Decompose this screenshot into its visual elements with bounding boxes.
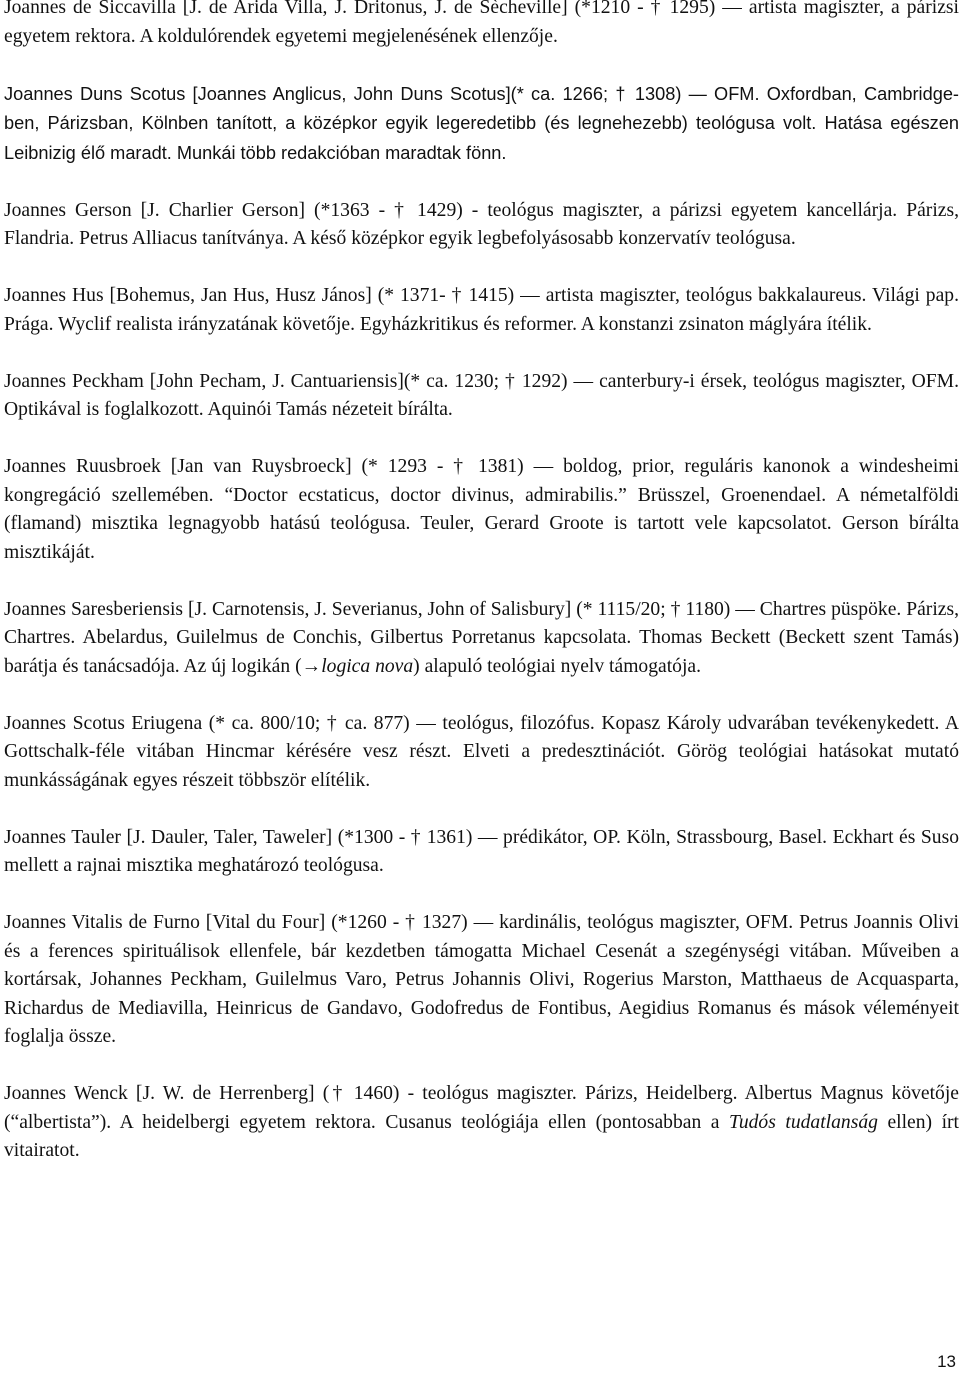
- entry-text: ellen) írt vitairatot.: [4, 1111, 960, 1161]
- entry-text: Joannes Gerson [J. Charlier Gerson] (*1363 - † 1429) - teológus magiszter, a párizsi egyetem kancellárja. Párizs, Flandria. Petrus Alliacus tanítványa. A késő középkor egyik legbefolyásosabb konzervatív teológusa.: [4, 199, 959, 249]
- glossary-entry: [4, 282, 959, 339]
- entry-text: Joannes Saresberiensis [J. Carnotensis, J. Severianus, John of Salisbury] (* 1115/20; † 1180) — Chartres püspöke. Párizs, Chartres. Abelardus, Guilelmus de Conchis, Gilbertus Porretanus kapcsolata. Thomas Beckett (Beckett szent Tamás) barátja és tanácsadója. Az új logikán (→: [4, 598, 959, 677]
- glossary-entry: [4, 197, 959, 254]
- page-number: 13: [937, 1352, 956, 1371]
- entry-text: Joannes Wenck [J. W. de Herrenberg] († 1460) - teológus magiszter. Párizs, Heidelberg. Albertus Magnus követője (“albertista”). A heidelbergi egyetem rektora. Cusanus teológiája ellen (pontosabban a: [4, 1083, 959, 1133]
- entry-text: Joannes de Siccavilla [J. de Arida Villa, J. Dritonus, J. de Sècheville] (*1210 - † 1295) — artista magiszter, a párizsi egyetem rektora. A koldulórendek egyetemi megjelenésének ellenzője.: [4, 0, 959, 47]
- italic-title: logica nova: [321, 655, 414, 677]
- glossary-entry: [4, 710, 959, 796]
- italic-title: Tudós tudatlanság: [729, 1111, 878, 1133]
- entry-text: Joannes Vitalis de Furno [Vital du Four] (*1260 - † 1327) — kardinális, teológus magiszter, OFM. Petrus Joannis Olivi és a ferences spirituálisok ellenfele, bár kezdetben támogatta Michael Cesenát a szegénységi vitában. Műveiben a kortársak, Johannes Peckham, Guilelmus Varo, Petrus Johannis Olivi, Rogerius Marston, Matthaeus de Acquasparta, Richardus de Mediavilla, Heinricus de Gandavo, Godofredus de Fontibus, Aegidius Romanus és mások véleményeit foglalja össze.: [4, 912, 959, 1047]
- glossary-entry: [4, 80, 959, 169]
- entry-text: ) alapuló teológiai nyelv támogatója.: [413, 655, 702, 677]
- entry-text: Joannes Duns Scotus [Joannes Anglicus, John Duns Scotus](* ca. 1266; † 1308) — OFM. Oxfordban, Cambridge-ben, Párizsban, Kölnben tanított, a középkor egyik legeredetibb (és legnehezebb) teológusa volt. Hatása egészen Leibnizig élő maradt. Munkái több redakcióban maradtak fönn.: [4, 83, 959, 163]
- document-page: [4, 0, 959, 1166]
- entry-text: Joannes Peckham [John Pecham, J. Cantuariensis](* ca. 1230; † 1292) — canterbury-i érsek, teológus magiszter, OFM. Optikával is foglalkozott. Aquinói Tamás nézeteit bírálta.: [4, 370, 959, 420]
- glossary-entry: [4, 368, 959, 425]
- glossary-entry: [4, 909, 959, 1052]
- entries-list: [4, 0, 959, 1166]
- entry-text: Joannes Scotus Eriugena (* ca. 800/10; † ca. 877) — teológus, filozófus. Kopasz Károly udvarában tevékenykedett. A Gottschalk-féle vitában Hincmar kérésére vesz részt. Elveti a predesztinációt. Görög teológiai hatásokat mutató munkásságának egyes részeit többször elítélik.: [4, 712, 959, 791]
- glossary-entry: [4, 596, 959, 682]
- glossary-entry: [4, 1080, 959, 1166]
- glossary-entry: [4, 453, 959, 567]
- entry-text: Joannes Tauler [J. Dauler, Taler, Taweler] (*1300 - † 1361) — prédikátor, OP. Köln, Strassbourg, Basel. Eckhart és Suso mellett a rajnai misztika meghatározó teológusa.: [4, 826, 959, 876]
- entry-text: Joannes Ruusbroek [Jan van Ruysbroeck] (* 1293 - † 1381) — boldog, prior, reguláris kanonok a windesheimi kongregáció szellemében. “Doctor ecstaticus, doctor divinus, admirabilis.” Brüsszel, Groenendael. A németalföldi (flamand) misztika legnagyobb hatású teológusa. Teuler, Gerard Groote is tartott vele kapcsolatot. Gerson bírálta misztikáját.: [4, 456, 959, 563]
- glossary-entry: [4, 0, 959, 51]
- glossary-entry: [4, 824, 959, 881]
- entry-text: Joannes Hus [Bohemus, Jan Hus, Husz János] (* 1371- † 1415) — artista magiszter, teológus bakkalaureus. Világi pap. Prága. Wyclif realista irányzatának követője. Egyházkritikus és reformer. A konstanzi zsinaton máglyára ítélik.: [4, 285, 959, 335]
